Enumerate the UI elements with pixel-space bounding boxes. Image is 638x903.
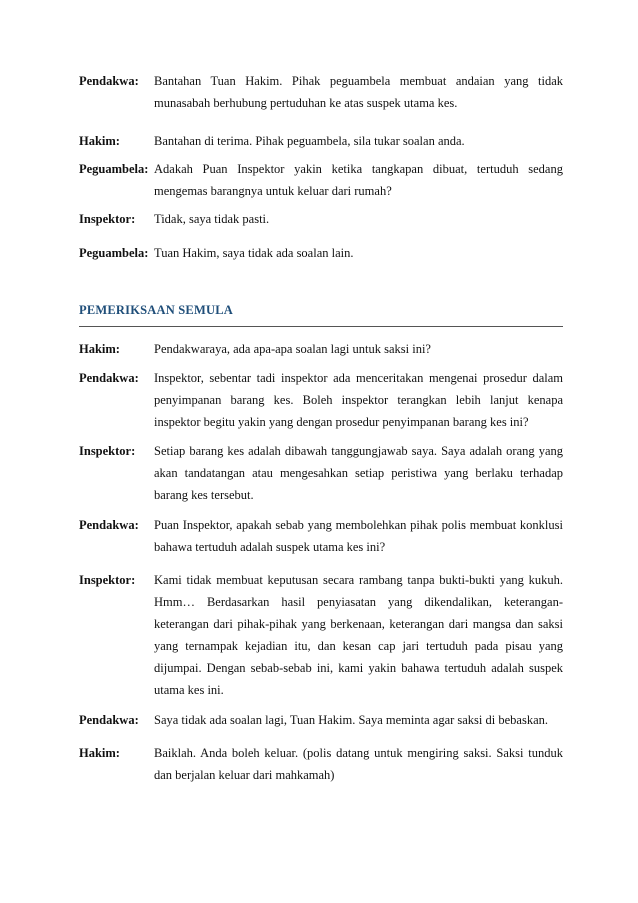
dialogue-text: Baiklah. Anda boleh keluar. (polis datang untuk mengiring saksi. Saksi tunduk dan berjalan keluar dari mahkamah) xyxy=(154,746,563,782)
dialogue-entry xyxy=(79,158,563,202)
dialogue-text: Bantahan di terima. Pihak peguambela, sila tukar soalan anda. xyxy=(154,134,465,148)
dialogue-text: Inspektor, sebentar tadi inspektor ada menceritakan mengenai prosedur dalam penyimpanan barang kes. Boleh inspektor terangkan lebih lanjut kenapa inspektor begitu yakin yang dengan prosedur penyimpanan barang kes ini? xyxy=(154,371,563,429)
section-divider xyxy=(79,326,563,327)
dialogue-text: Puan Inspektor, apakah sebab yang membolehkan pihak polis membuat konklusi bahawa tertuduh adalah suspek utama kes ini? xyxy=(154,518,563,554)
dialogue-entry xyxy=(79,208,563,230)
speaker-label: Hakim: xyxy=(79,134,120,148)
dialogue-entry xyxy=(79,440,563,506)
speaker-label: Inspektor: xyxy=(79,212,136,226)
dialogue-entry xyxy=(79,242,563,264)
speaker-label: Inspektor: xyxy=(79,444,136,458)
dialogue-entry xyxy=(79,130,563,152)
dialogue-text: Setiap barang kes adalah dibawah tanggungjawab saya. Saya adalah orang yang akan tandatangan atau mengesahkan setiap peristiwa yang berlaku terhadap barang kes tersebut. xyxy=(154,444,563,502)
section-title: PEMERIKSAAN SEMULA xyxy=(79,303,233,317)
speaker-label: Peguambela: xyxy=(79,162,149,176)
dialogue-text: Adakah Puan Inspektor yakin ketika tangkapan dibuat, tertuduh sedang mengemas barangnya untuk keluar dari rumah? xyxy=(154,162,563,198)
speaker-label: Pendakwa: xyxy=(79,518,139,532)
dialogue-entry xyxy=(79,569,563,701)
dialogue-entry xyxy=(79,367,563,433)
dialogue-entry xyxy=(79,709,563,731)
speaker-label: Pendakwa: xyxy=(79,713,139,727)
speaker-label: Pendakwa: xyxy=(79,371,139,385)
dialogue-text: Pendakwaraya, ada apa-apa soalan lagi untuk saksi ini? xyxy=(154,342,431,356)
dialogue-text: Tidak, saya tidak pasti. xyxy=(154,212,270,226)
dialogue-text: Bantahan Tuan Hakim. Pihak peguambela membuat andaian yang tidak munasabah berhubung pertuduhan ke atas suspek utama kes. xyxy=(154,74,563,110)
speaker-label: Hakim: xyxy=(79,746,120,760)
dialogue-text: Tuan Hakim, saya tidak ada soalan lain. xyxy=(154,246,354,260)
dialogue-entry xyxy=(79,514,563,558)
speaker-label: Hakim: xyxy=(79,342,120,356)
dialogue-text: Kami tidak membuat keputusan secara rambang tanpa bukti-bukti yang kukuh. Hmm… Berdasarkan hasil penyiasatan yang dikendalikan, keterangan-keterangan dari pihak-pihak yang berkenaan, keterangan dari mangsa dan saksi yang ternampak kejadian itu, dan kesan cap jari tertuduh pada pisau yang dijumpai. Dengan sebab-sebab ini, kami yakin bahawa tertuduh adalah suspek utama kes ini. xyxy=(154,573,563,697)
dialogue-text: Saya tidak ada soalan lagi, Tuan Hakim. Saya meminta agar saksi di bebaskan. xyxy=(154,713,549,727)
dialogue-entry xyxy=(79,70,563,114)
speaker-label: Peguambela: xyxy=(79,246,149,260)
speaker-label: Inspektor: xyxy=(79,573,136,587)
dialogue-entry xyxy=(79,742,563,786)
dialogue-entry xyxy=(79,338,563,360)
speaker-label: Pendakwa: xyxy=(79,74,139,88)
